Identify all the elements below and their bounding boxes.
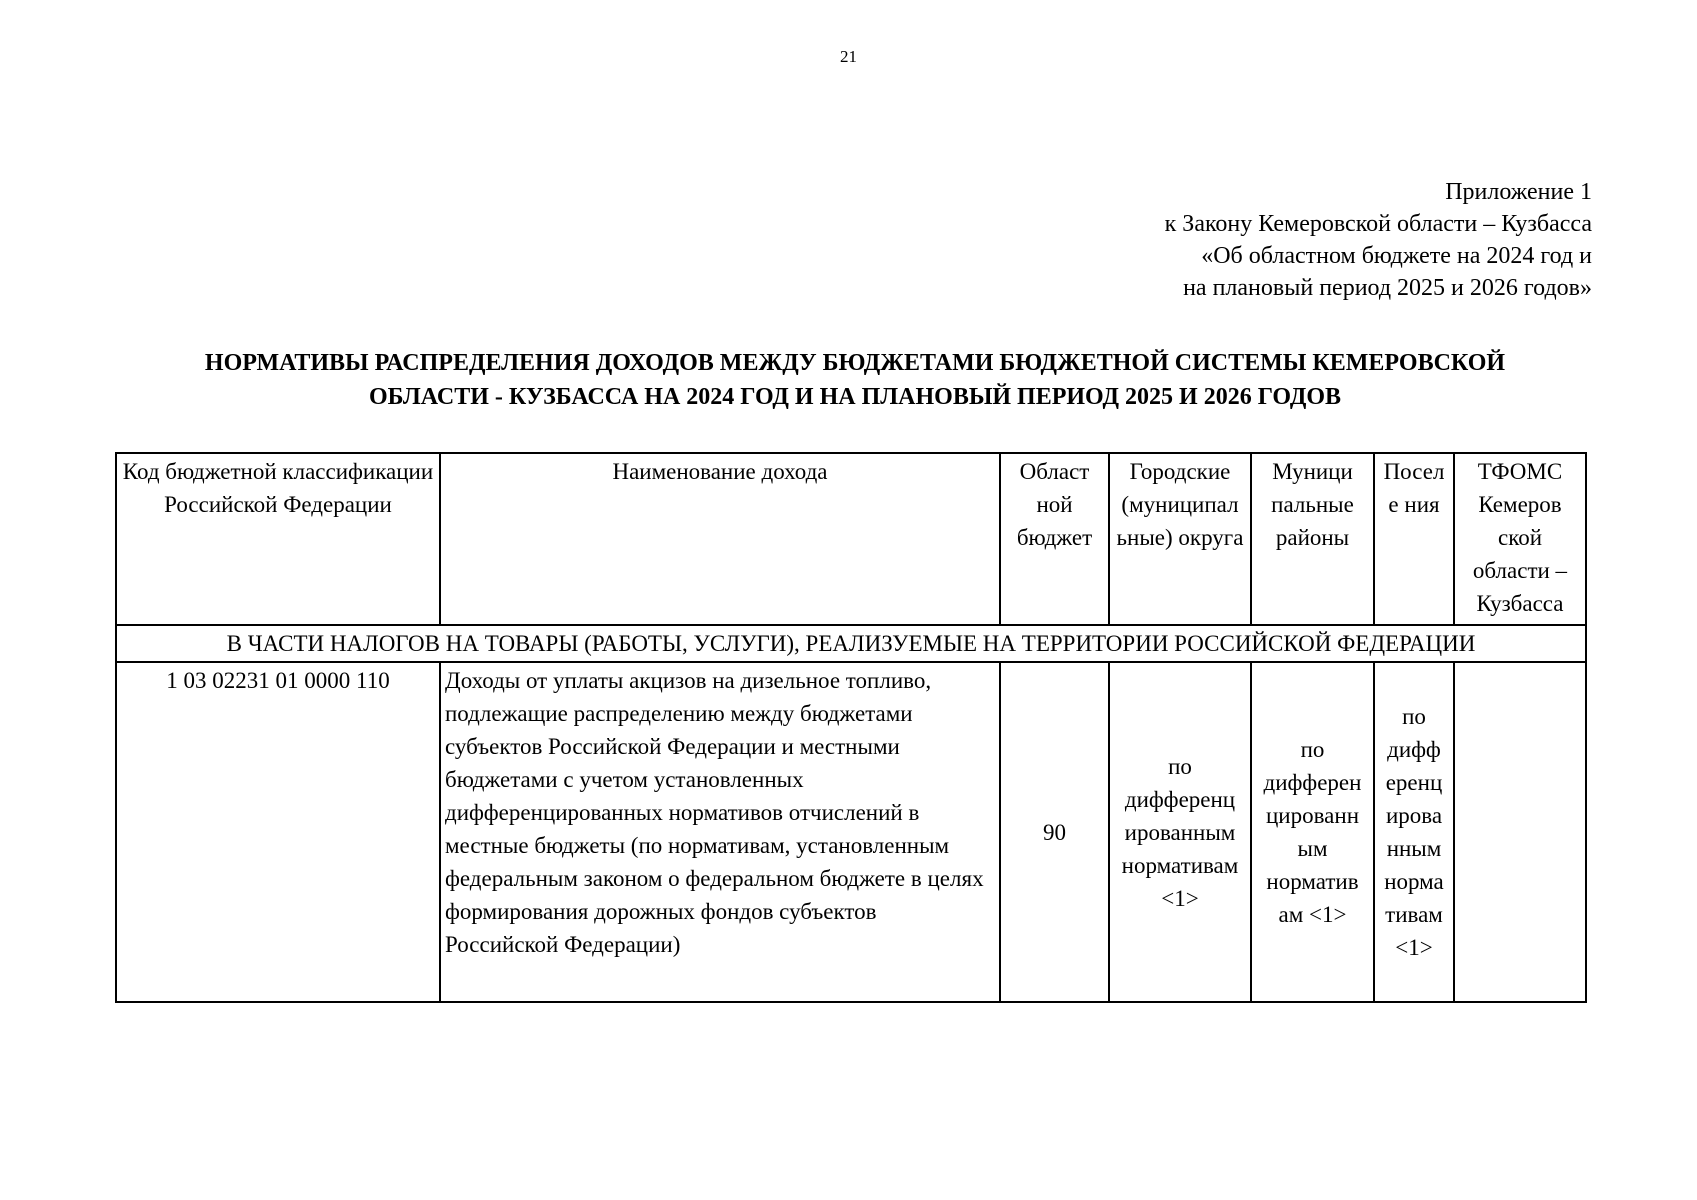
header-municipal-districts: Муници пальные районы bbox=[1251, 453, 1374, 625]
document-title-line-2: ОБЛАСТИ - КУЗБАССА НА 2024 ГОД И НА ПЛАНОВЫЙ ПЕРИОД 2025 И 2026 ГОДОВ bbox=[368, 384, 1342, 410]
appendix-line-1: Приложение 1 bbox=[1445, 179, 1592, 205]
header-name: Наименование дохода bbox=[440, 453, 1000, 625]
header-regional-budget: Област ной бюджет bbox=[1000, 453, 1109, 625]
appendix-line-3: «Об областном бюджете на 2024 год и bbox=[1201, 243, 1592, 269]
appendix-line-4: на плановый период 2025 и 2026 годов» bbox=[1183, 275, 1592, 301]
cell-urban: по дифференц ированным нормативам <1> bbox=[1109, 662, 1251, 1002]
cell-code: 1 03 02231 01 0000 110 bbox=[116, 662, 440, 1002]
header-tfoms: ТФОМС Кемеров ской области – Кузбасса bbox=[1454, 453, 1586, 625]
norms-table bbox=[115, 452, 1587, 1003]
cell-tfoms bbox=[1454, 662, 1586, 1002]
cell-name: Доходы от уплаты акцизов на дизельное топливо, подлежащие распределению между бюджетами субъектов Российской Федерации и местными бюджетами с учетом установленных дифференцированных нормативов отчислений в местные бюджеты (по нормативам, установленным федеральным законом о федеральном бюджете в целях формирования дорожных фондов субъектов Российской Федерации) bbox=[440, 662, 1000, 1002]
cell-settlements: по дифф еренц ирова нным норма тивам <1> bbox=[1374, 662, 1454, 1002]
header-urban-districts: Городские (муниципал ьные) округа bbox=[1109, 453, 1251, 625]
cell-municipal: по дифферен цированн ым норматив ам <1> bbox=[1251, 662, 1374, 1002]
cell-regional: 90 bbox=[1000, 662, 1109, 1002]
appendix-block bbox=[1165, 176, 1592, 304]
appendix-line-2: к Закону Кемеровской области – Кузбасса bbox=[1164, 211, 1592, 237]
table-row bbox=[116, 662, 1586, 1002]
document-title-line-1: НОРМАТИВЫ РАСПРЕДЕЛЕНИЯ ДОХОДОВ МЕЖДУ БЮДЖЕТАМИ БЮДЖЕТНОЙ СИСТЕМЫ КЕМЕРОВСКОЙ bbox=[204, 350, 1506, 376]
section-row bbox=[116, 625, 1586, 662]
document-title bbox=[110, 346, 1600, 414]
header-code: Код бюджетной классификации Российской Федерации bbox=[116, 453, 440, 625]
header-settlements: Посел е ния bbox=[1374, 453, 1454, 625]
section-title: В ЧАСТИ НАЛОГОВ НА ТОВАРЫ (РАБОТЫ, УСЛУГИ), РЕАЛИЗУЕМЫЕ НА ТЕРРИТОРИИ РОССИЙСКОЙ ФЕДЕРАЦИИ bbox=[116, 625, 1586, 662]
norms-table-container bbox=[115, 452, 1587, 1003]
page-number: 21 bbox=[840, 47, 857, 66]
table-header-row bbox=[116, 453, 1586, 625]
